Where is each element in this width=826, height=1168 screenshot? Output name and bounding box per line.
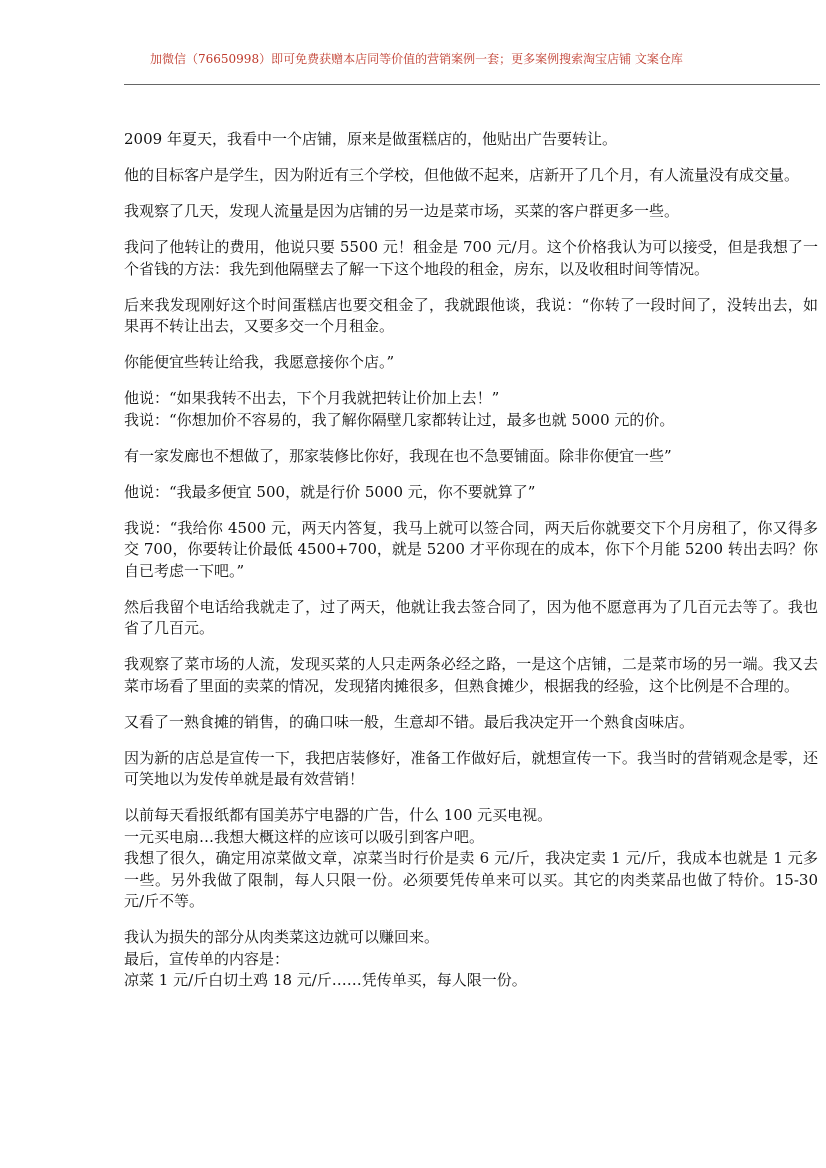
paragraph bbox=[124, 482, 818, 504]
document-body bbox=[124, 129, 818, 1006]
text-line: 然后我留个电话给我就走了，过了两天，他就让我去签合同了，因为他不愿意再为了几百元去等了。我也省了几百元。 bbox=[124, 597, 818, 637]
paragraph bbox=[124, 388, 818, 431]
text-line: 我认为损失的部分从肉类菜这边就可以赚回来。 bbox=[124, 928, 440, 946]
text-line: 我问了他转让的费用，他说只要 5500 元！租金是 700 元/月。这个价格我认为可以接受，但是我想了一个省钱的方法：我先到他隔壁去了解一下这个地段的租金，房东，以及收租时间等情况。 bbox=[124, 238, 818, 278]
text-line: 因为新的店总是宣传一下，我把店装修好，准备工作做好后，就想宣传一下。我当时的营销观念是零，还可笑地以为发传单就是最有效营销！ bbox=[124, 748, 818, 788]
promo-header-text: 加微信（76650998）即可免费获赠本店同等价值的营销案例一套；更多案例搜索淘宝店铺 文案仓库 bbox=[150, 52, 683, 66]
paragraph bbox=[124, 352, 818, 374]
text-line: 2009 年夏天，我看中一个店铺，原来是做蛋糕店的，他贴出广告要转让。 bbox=[124, 130, 617, 148]
paragraph bbox=[124, 165, 818, 187]
text-line: 我想了很久，确定用凉菜做文章，凉菜当时行价是卖 6 元/斤，我决定卖 1 元/斤，我成本也就是 1 元多一些。另外我做了限制，每人只限一份。必须要凭传单来可以买。其它的肉类菜品也做了特价。15-30 元/斤不等。 bbox=[124, 849, 818, 910]
paragraph bbox=[124, 237, 818, 280]
paragraph bbox=[124, 295, 818, 338]
text-line: 以前每天看报纸都有国美苏宁电器的广告，什么 100 元买电视。 bbox=[124, 806, 553, 824]
paragraph bbox=[124, 597, 818, 640]
paragraph bbox=[124, 129, 818, 151]
text-line: 后来我发现刚好这个时间蛋糕店也要交租金了，我就跟他谈，我说：“你转了一段时间了，没转出去，如果再不转让出去，又要多交一个月租金。 bbox=[124, 295, 818, 335]
paragraph bbox=[124, 201, 818, 223]
text-line: 又看了一熟食摊的销售，的确口味一般，生意却不错。最后我决定开一个熟食卤味店。 bbox=[124, 712, 695, 731]
paragraph bbox=[124, 927, 818, 992]
page-header bbox=[0, 0, 826, 86]
text-line: 我说：“你想加价不容易的，我了解你隔壁几家都转让过，最多也就 5000 元的价。 bbox=[124, 410, 675, 429]
text-line: 一元买电扇…我想大概这样的应该可以吸引到客户吧。 bbox=[124, 827, 485, 846]
paragraph bbox=[124, 748, 818, 791]
text-line: 他说：“如果我转不出去，下个月我就把转让价加上去！” bbox=[124, 389, 500, 407]
text-line: 我说：“我给你 4500 元，两天内答复，我马上就可以签合同，两天后你就要交下个月房租了，你又得多交 700，你要转让价最低 4500+700，就是 5200 才平你现在的成本，你下个月能 5200 转出去吗？你自已考虑一下吧。” bbox=[124, 518, 818, 580]
paragraph bbox=[124, 712, 818, 734]
text-line: 他说：“我最多便宜 500，就是行价 5000 元，你不要就算了” bbox=[124, 482, 536, 501]
text-line: 我观察了几天，发现人流量是因为店铺的另一边是菜市场，买菜的客户群更多一些。 bbox=[124, 202, 680, 220]
text-line: 凉菜 1 元/斤白切土鸡 18 元/斤……凭传单买，每人限一份。 bbox=[124, 971, 527, 989]
header-divider bbox=[124, 84, 820, 85]
text-line: 最后，宣传单的内容是： bbox=[124, 949, 290, 968]
paragraph bbox=[124, 654, 818, 697]
paragraph bbox=[124, 518, 818, 583]
paragraph bbox=[124, 446, 818, 468]
text-line: 你能便宜些转让给我，我愿意接你个店。” bbox=[124, 353, 395, 371]
text-line: 他的目标客户是学生，因为附近有三个学校，但他做不起来，店新开了几个月，有人流量没有成交量。 bbox=[124, 166, 800, 184]
paragraph bbox=[124, 805, 818, 913]
text-line: 有一家发廊也不想做了，那家装修比你好，我现在也不急要铺面。除非你便宜一些” bbox=[124, 446, 672, 465]
text-line: 我观察了菜市场的人流，发现买菜的人只走两条必经之路，一是这个店铺，二是菜市场的另一端。我又去菜市场看了里面的卖菜的情况，发现猪肉摊很多，但熟食摊少，根据我的经验，这个比例是不合理的。 bbox=[124, 655, 818, 695]
